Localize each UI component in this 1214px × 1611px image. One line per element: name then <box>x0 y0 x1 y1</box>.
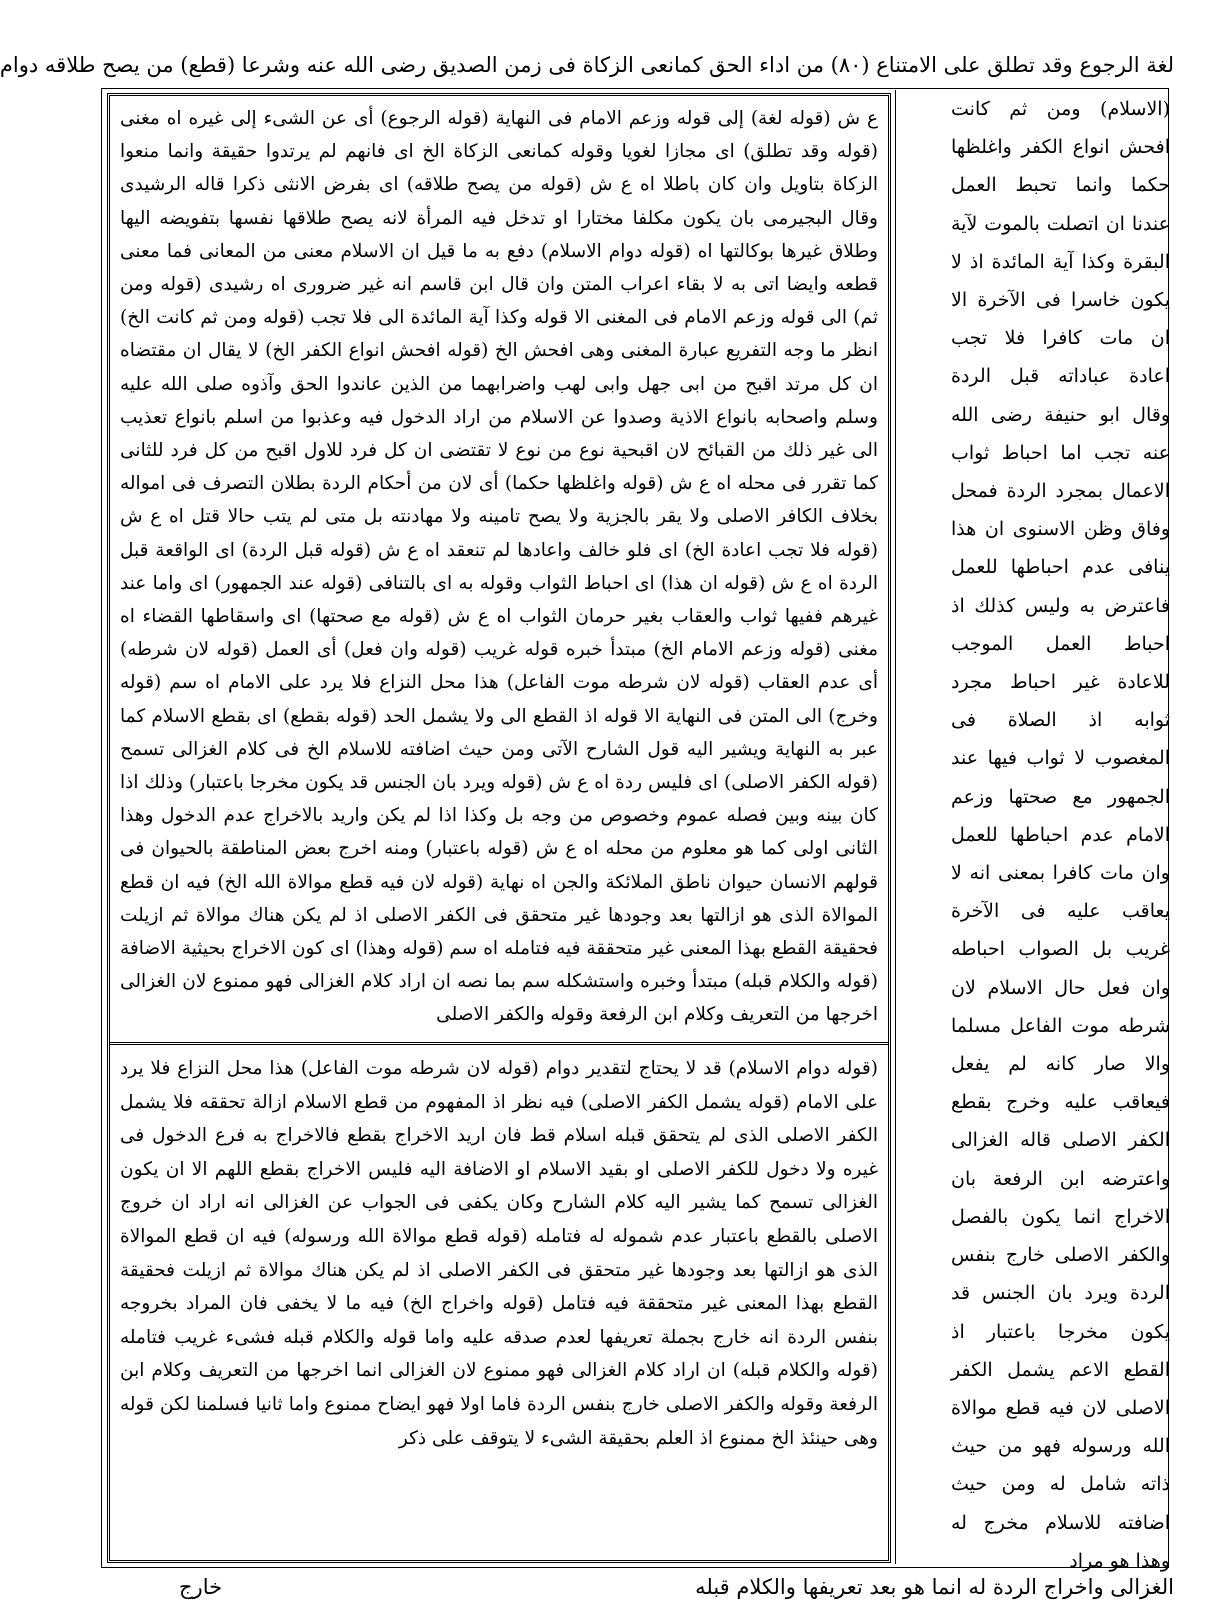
running-head: لغة الرجوع وقد تطلق على الامتناع (٨٠) من اداء الحق كمانعى الزكاة فى زمن الصديق رضى الله عنه وشرعا (قطع) من يصح طلاقه دوام <box>0 53 1174 77</box>
margin-continuation: الغزالى واخراج الردة له انما هو بعد تعريفها والكلام قبله <box>695 1575 1174 1599</box>
column-rule <box>895 90 896 1564</box>
hashiya-lower-text: (قوله دوام الاسلام) قد لا يحتاج لتقدير دوام (قوله لان شرطه موت الفاعل) هذا محل النزاع فلا يرد على الامام (قوله يشمل الكفر الاصلى) فيه نظر اذ المفهوم من قطع الاسلام ازالة تحققه فلا يشمل الكفر الاصلى الذى لم يتحقق قبله اسلام قط فان اريد الاخراج بقطع فالاخراج به فرع الدخول فى غيره ولا دخول للكفر الاصلى او بقيد الاسلام او الاضافة اليه فليس الاخراج بقطع اللهم الا ان يكون الغزالى تسمح كما يشير اليه كلام الشارح وكان يكفى فى الجواب عن الغزالى انه اراد ان خروج الاصلى بالقطع باعتبار عدم شموله له فتامله (قوله قطع موالاة الله ورسوله) فيه ان قطع الموالاة الذى هو ازالتها بعد وجودها غير متحقق فى الكفر الاصلى اذ لم يكن هناك موالاة ثم ازيلت فحقيقة القطع بهذا المعنى غير متحققة فيه فتامل (قوله واخراج الخ) فيه ما لا يخفى فان المراد بخروجه بنفس الردة انه خارج بجملة تعريفها لعدم صدقه عليه واما قوله والكلام قبله فشىء غريب فتامله (قوله والكلام قبله) ان اراد كلام الغزالى فهو ممنوع لان الغزالى انما اخرجها من التعريف وكلام ابن الرفعة وقوله والكفر الاصلى خارج بنفس الردة فاما اولا فهو ايضاح ممنوع واما ثانيا فسلمنا لكن قوله وهى حينئذ الخ ممنوع اذ العلم بحقيقة الشىء لا يتوقف على ذكر <box>120 1058 878 1449</box>
hashiya-upper-text: ع ش (قوله لغة) إلى قوله وزعم الامام فى النهاية (قوله الرجوع) أى عن الشىء إلى غيره اه مغنى (قوله وقد تطلق) اى مجازا لغويا وقوله كمانعى الزكاة الخ اى فانهم لم يرتدوا حقيقة وانما منعوا الزكاة بتاويل وان كان باطلا اه ع ش (قوله من يصح طلاقه) اى بفرض الانثى ذكرا قاله الرشيدى وقال البجيرمى بان يكون مكلفا مختارا او تدخل فيه المرأة لانه يصح طلاقها نفسها بتفويضه اليها وطلاق غيرها بوكالتها اه (قوله دوام الاسلام) دفع به ما قيل ان الاسلام معنى من المعانى فما معنى قطعه وايضا اتى به لا بقاء اعراب المتن وان قال ابن قاسم انه غير ضرورى اه رشيدى (قوله ومن ثم) الى قوله وزعم الامام فى المغنى الا قوله وكذا آية المائدة الى فلا تجب (قوله ومن ثم كانت الخ) انظر ما وجه التفريع عبارة المغنى وهى افحش الخ (قوله افحش انواع الكفر الخ) لا يقال ان مقتضاه ان كل مرتد اقبح من ابى جهل وابى لهب واضرابهما من الذين عاندوا الحق وآذوه صلى الله عليه وسلم واصحابه بانواع الاذية وصدوا عن الاسلام من اراد الدخول فيه وعذبوا من اسلم بانواع تعذيب الى غير ذلك من القبائح لان اقبحية نوع من نوع لا تقتضى ان كل فرد للاول اقبح من كل فرد للثانى كما تقرر فى محله اه ع ش (قوله واغلظها حكما) أى لان من أحكام الردة بطلان التصرف فى امواله بخلاف الكافر الاصلى ولا يقر بالجزية ولا يصح تامينه ولا مهادنته بل متى لم يتب حالا قتل اه ع ش (قوله فلا تجب اعادة الخ) اى فلو خالف واعادها لم تنعقد اه ع ش (قوله قبل الردة) اى الواقعة قبل الردة اه ع ش (قوله ان هذا) اى احباط الثواب وقوله به اى بالتنافى (قوله عند الجمهور) اى واما عند غيرهم ففيها ثواب والعقاب بغير حرمان الثواب اه ع ش (قوله مع صحتها) اى واسقاطها القضاء اه مغنى (قوله وزعم الامام الخ) مبتدأ خبره قوله غريب (قوله وان فعل) أى العمل (قوله لان شرطه) أى عدم العقاب (قوله لان شرطه موت الفاعل) هذا محل النزاع فلا يرد على الامام اه سم (قوله وخرج) الى المتن فى النهاية الا قوله اذ القطع الى ولا يشمل الحد (قوله بقطع) اى بقطع الاسلام كما عبر به النهاية ويشير اليه قول الشارح الآتى ومن حيث اضافته للاسلام الخ فى كلام الغزالى تسمح (قوله الكفر الاصلى) اى فليس ردة اه ع ش (قوله ويرد بان الجنس قد يكون مخرجا باعتبار) وذلك اذا كان بينه وبين فصله عموم وخصوص من وجه بل وكذا اذا لم يكن واريد بالاخراج عدم الدخول وهذا الثانى اولى كما هو معلوم من محله اه ع ش (قوله باعتبار) ومنه اخرج بعض المناطقة بالحيوان فى قولهم الانسان حيوان ناطق الملائكة والجن اه نهاية (قوله لان فيه قطع موالاة الله الخ) فيه ان قطع الموالاة الذى هو ازالتها بعد وجودها غير متحقق فى الكفر الاصلى اذ لم يكن هناك موالاة ثم ازيلت فحقيقة القطع بهذا المعنى غير متحققة فيه فتامله اه سم (قوله وهذا) اى كون الاخراج بحيثية الاضافة (قوله والكلام قبله) مبتدأ وخبره واستشكله سم بما نصه ان اراد كلام الغزالى فهو ممنوع لان الغزالى اخرجها من التعريف وكلام ابن الرفعة وقوله والكفر الاصلى <box>120 108 878 1026</box>
main-commentary-box <box>107 93 891 1563</box>
catchword: خارج <box>179 1575 223 1599</box>
margin-commentary: (الاسلام) ومن ثم كانت افحش انواع الكفر واغلظها حكما وانما تحبط العمل عندنا ان اتصلت بالموت لآية البقرة وكذا آية المائدة اذ لا يكون خاسرا فى الآخرة الا ان مات كافرا فلا تجب اعادة عباداته قبل الردة وقال ابو حنيفة رضى الله عنه تجب اما احباط ثواب الاعمال بمجرد الردة فمحل وفاق وظن الاسنوى ان هذا ينافى عدم احباطها للعمل فاعترض به وليس كذلك اذ احباط العمل الموجب للاعادة غير احباط مجرد ثوابه اذ الصلاة فى المغصوب لا ثواب فيها عند الجمهور مع صحتها وزعم الامام عدم احباطها للعمل وان مات كافرا بمعنى انه لا يعاقب عليه فى الآخرة غريب بل الصواب احباطه وان فعل حال الاسلام لان شرطه موت الفاعل مسلما والا صار كانه لم يفعل فيعاقب عليه وخرج بقطع الكفر الاصلى قاله الغزالى واعترضه ابن الرفعة بان الاخراج انما يكون بالفصل والكفر الاصلى خارج بنفس الردة ويرد بان الجنس قد يكون مخرجا باعتبار اذ القطع الاعم يشمل الكفر الاصلى لان فيه قطع موالاة الله ورسوله فهو من حيث ذاته شامل له ومن حيث اضافته للاسلام مخرج له وهذا هو مراد <box>951 98 1170 1572</box>
section-divider <box>110 1042 888 1045</box>
